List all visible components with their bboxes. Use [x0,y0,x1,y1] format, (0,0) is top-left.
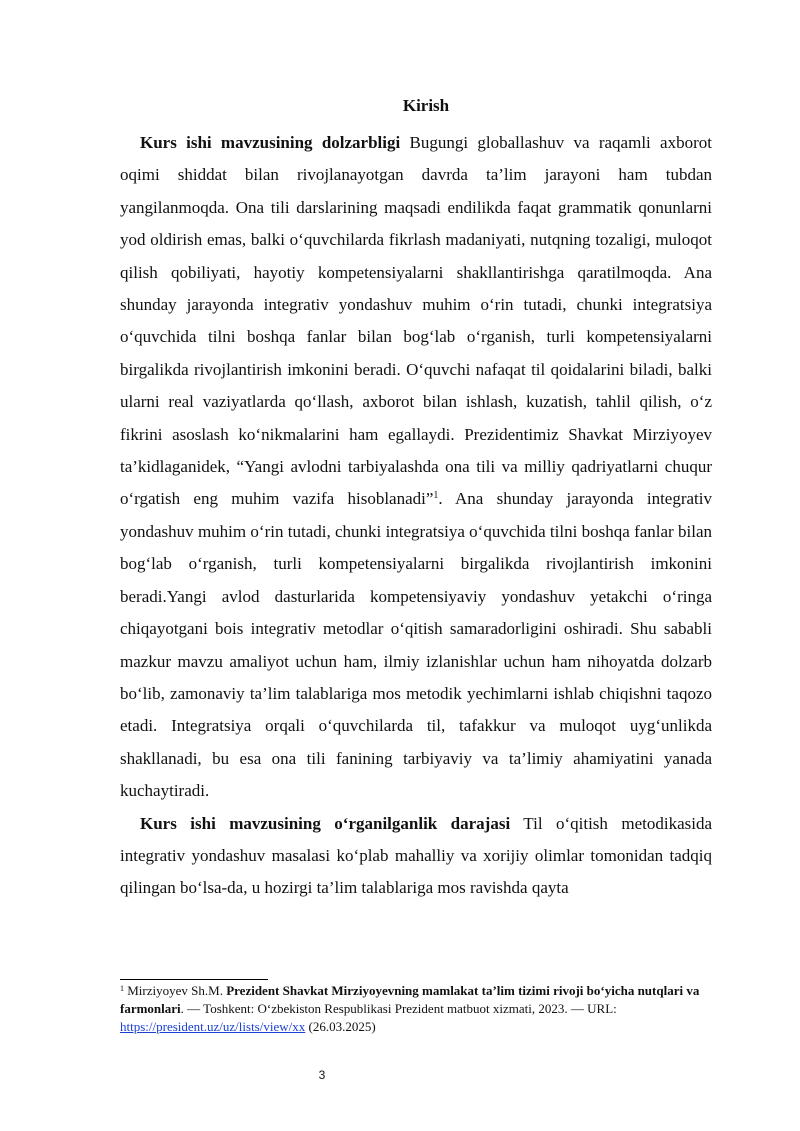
page-number: 3 [318,1068,326,1082]
paragraph-lead: Kurs ishi mavzusining dolzarbligi [140,133,401,152]
paragraph-lead: Kurs ishi mavzusining o‘rganilganlik darajasi [140,813,511,833]
paragraph-study-level [120,808,712,905]
footnote-date: (26.03.2025) [305,1019,376,1034]
page-title: Kirish [402,96,450,115]
paragraph-text: . Ana shunday jarayonda integrativ yondashuv muhim o‘rin tutadi, chunki integratsiya o‘quvchida tilni boshqa fanlar bilan bog‘lab o‘rganish, turli kompetensiyalarni birgalikda rivojlantirish imkonini beradi.Yangi avlod dasturlarida kompetensiyaviy yondashuv yetakchi o‘ringa chiqayotgani bois integrativ metodlar o‘qitish samaradorligini oshiradi. Shu sababli mazkur mavzu amaliyot uchun ham, ilmiy izlanishlar uchun ham nihoyatda dolzarb bo‘lib, zamonaviy ta’lim talablariga mos metodik yechimlarni ishlab chiqishni taqozo etadi. Integratsiya orqali o‘quvchilarda til, tafakkur va muloqot uyg‘unlikda shakllanadi, bu esa ona tili fanining tarbiyaviy va ta’limiy ahamiyatini yanada kuchaytiradi. [120,489,712,801]
footnote-reference[interactable]: 1 [433,490,439,502]
paragraph-text: Til o‘qitish metodikasida integrativ yondashuv masalasi ko‘plab mahalliy va xorijiy olimlar tomonidan tadqiq qilingan bo‘lsa-da, u hozirgi ta’lim talablariga mos ravishda qayta [120,813,712,898]
footnote-title: Prezident Shavkat Mirziyoyevning mamlakat ta’lim tizimi rivoji bo‘yicha nutqlari va farmonlari [120,983,700,1016]
paragraph-relevance [120,127,712,808]
footnote-author: Mirziyoyev Sh.M. [124,983,227,998]
footnote-link[interactable]: https://president.uz/uz/lists/view/xx [120,1019,306,1034]
footnote-separator [120,979,268,980]
paragraph-text: Bugungi globallashuv va raqamli axborot oqimi shiddat bilan rivojlanayotgan davrda ta’lim jarayoni ham tubdan yangilanmoqda. Ona tili darslarining maqsadi endilikda faqat grammatik qonunlarni yod oldirish emas, balki o‘quvchilarda fikrlash madaniyati, nutqning tozaligi, muloqot qilish qobiliyati, hayotiy kompetensiyalarni shakllantirishga qaratilmoqda. Ana shunday jarayonda integrativ yondashuv muhim o‘rin tutadi, chunki integratsiya o‘quvchida tilni boshqa fanlar bilan bog‘lab o‘rganish, turli kompetensiyalarni birgalikda rivojlantirish imkonini beradi. O‘quvchi nafaqat til qoidalarini biladi, balki ularni real vaziyatlarda qo‘llash, axborot bilan ishlash, kuzatish, tahlil qilish, o‘z fikrini asoslash ko‘nikmalarini ham egallaydi. Prezidentimiz Shavkat Mirziyoyev ta’kidlaganidek, “Yangi avlodni tarbiyalashda ona tili va milliy qadriyatlarni chuqur o‘rgatish eng muhim vazifa hisoblanadi” [120,133,712,509]
footnote [120,982,712,1036]
footnote-number: 1 [120,984,124,993]
footnote-publisher: . — Toshkent: O‘zbekiston Respublikasi Prezident matbuot xizmati, 2023. — URL: [180,1001,617,1016]
body-text [120,127,712,905]
